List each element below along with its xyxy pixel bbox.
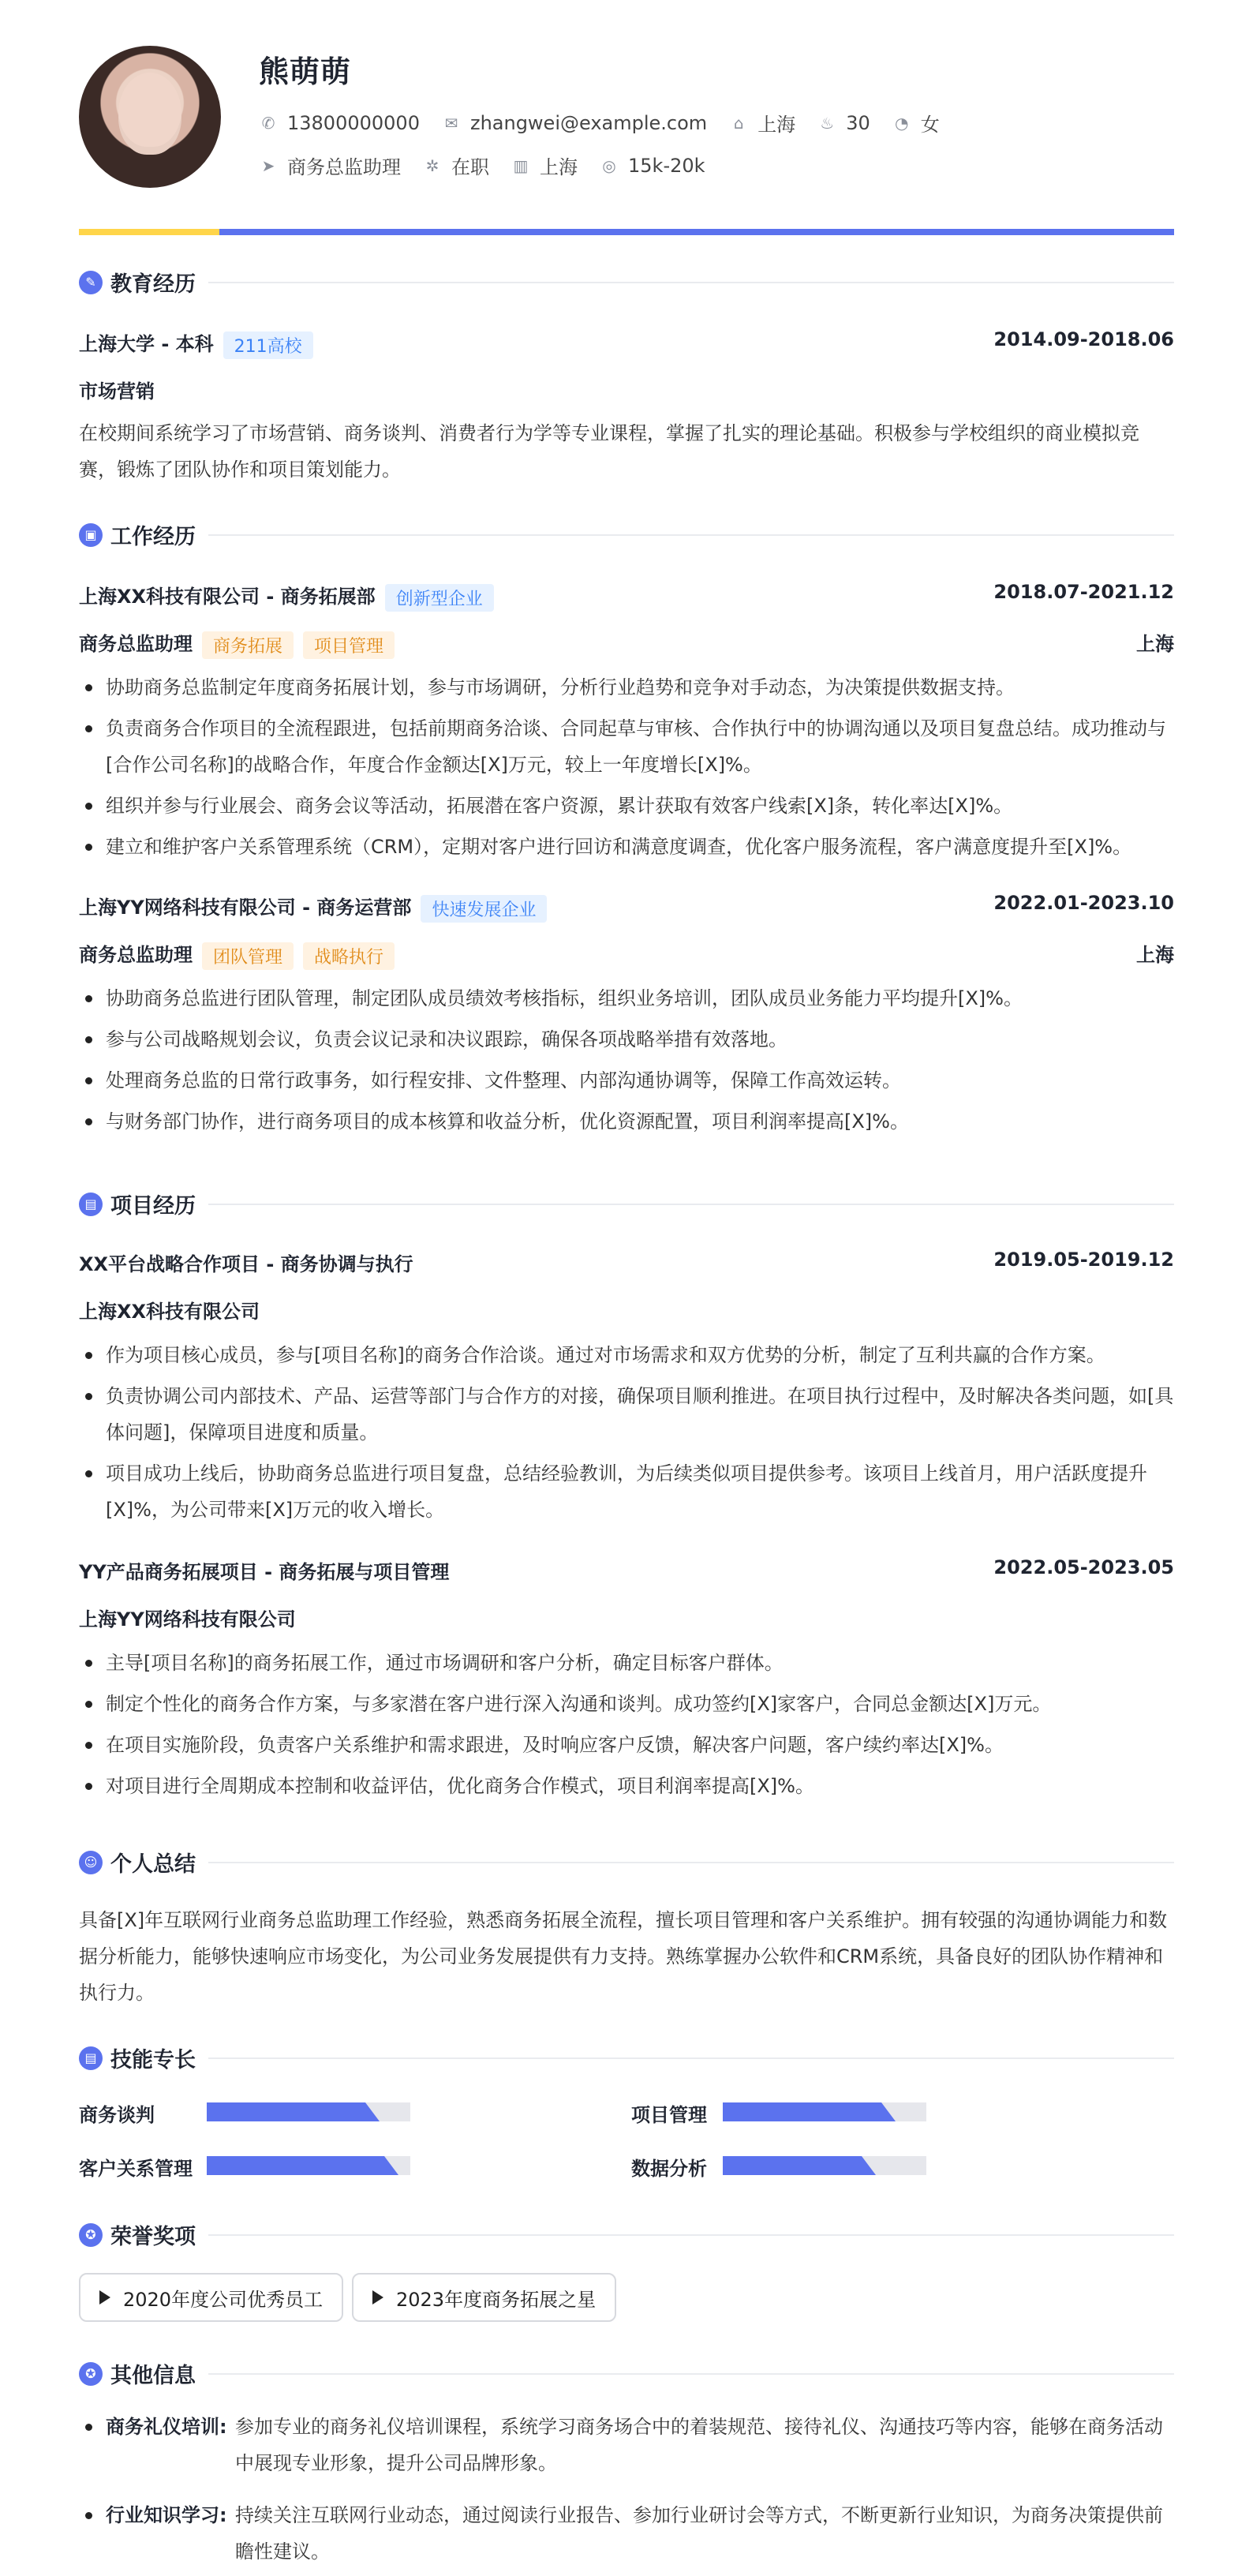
skill-bar [723,2156,926,2175]
avatar [79,46,221,188]
work-2-role: 商务总监助理 团队管理 战略执行 上海 [79,939,1174,970]
project-2-header: YY产品商务拓展项目 - 商务拓展与项目管理 2022.05-2023.05 [79,1556,1174,1583]
award-icon: ✪ [79,2223,103,2247]
work-2-header: 上海YY网络科技有限公司 - 商务运营部 快速发展企业 2022.01-2023.10 [79,892,1174,923]
section-project: ▤ 项目经历 [79,1189,1174,1219]
other-item-1: 商务礼仪培训: 参加专业的商务礼仪培训课程，系统学习商务场合中的着装规范、接待礼仪、沟通技巧等内容，能够在商务活动中展现专业形象，提升公司品牌形象。 [79,2409,1174,2481]
skill-label: 数据分析 [631,2158,707,2180]
section-awards: ✪ 荣誉奖项 [79,2219,1174,2250]
project-1-company: 上海XX科技有限公司 [79,1301,260,1323]
skill-bar-fill [723,2102,896,2121]
list-item: 项目成功上线后，协助商务总监进行项目复盘，总结经验教训，为后续类似项目提供参考。该项目上线首月，用户活跃度提升[X]%，为公司带来[X]万元的收入增长。 [79,1455,1174,1528]
work-1-role: 商务总监助理 商务拓展 项目管理 上海 [79,628,1174,659]
cake-icon: ♨ [820,113,835,133]
list-item: 与财务部门协作，进行商务项目的成本核算和收益分析，优化资源配置，项目利润率提高[X]%。 [79,1103,1174,1140]
position-item: ➤ 商务总监助理 [259,152,401,179]
chart-icon: ▤ [79,1193,103,1216]
list-item: 建立和维护客户关系管理系统（CRM），定期对客户进行回访和满意度调查，优化客户服务流程，客户满意度提升至[X]%。 [79,829,1174,865]
project-2-bullets [79,1645,1174,1809]
skill-bar-fill [723,2156,876,2175]
skill-bar [723,2102,926,2121]
project-2-company: 上海YY网络科技有限公司 [79,1608,296,1631]
resume-header [79,46,1174,188]
graduation-cap-icon: ✎ [79,271,103,294]
chart-icon: ▤ [79,2046,103,2070]
section-work: ▣ 工作经历 [79,519,1174,550]
list-item: 作为项目核心成员，参与[项目名称]的商务合作洽谈。通过对市场需求和双方优势的分析，制定了互利共赢的合作方案。 [79,1337,1174,1373]
email-item: ✉ zhangwei@example.com [442,112,707,134]
header-divider [79,229,1174,235]
work-2-bullets [79,980,1174,1144]
education-desc: 在校期间系统学习了市场营销、商务谈判、消费者行为学等专业课程，掌握了扎实的理论基础。积极参与学校组织的商业模拟竞赛，锻炼了团队协作和项目策划能力。 [79,422,1139,481]
work-1-bullets [79,669,1174,870]
award-item: 2023年度商务拓展之星 [352,2273,616,2322]
skill-bar-fill [207,2156,398,2175]
section-skills: ▤ 技能专长 [79,2042,1174,2073]
gender-icon: ◔ [895,113,909,133]
summary-text: 具备[X]年互联网行业商务总监助理工作经验，熟悉商务拓展全流程，擅长项目管理和客户关系维护。拥有较强的沟通协调能力和数据分析能力，能够快速响应市场变化，为公司业务发展提供有力支持。熟练掌握办公软件和CRM系统，具备良好的团队协作精神和执行力。 [79,1909,1168,2004]
section-education: ✎ 教育经历 [79,267,1174,298]
triangle-icon [99,2290,110,2305]
skill-bar-fill [207,2102,380,2121]
award-item: 2020年度公司优秀员工 [79,2273,343,2322]
list-item: 协助商务总监进行团队管理，制定团队成员绩效考核指标，组织业务培训，团队成员业务能力平均提升[X]%。 [79,980,1174,1017]
section-other: ✪ 其他信息 [79,2358,1174,2389]
triangle-icon [372,2290,383,2305]
list-item: 在项目实施阶段，负责客户关系维护和需求跟进，及时响应客户反馈，解决客户问题，客户续约率达[X]%。 [79,1727,1174,1763]
list-item: 主导[项目名称]的商务拓展工作，通过市场调研和客户分析，确定目标客户群体。 [79,1645,1174,1681]
job-row [259,152,727,179]
school-tag: 211高校 [223,331,313,359]
contact-row [259,109,962,137]
work-1-header: 上海XX科技有限公司 - 商务拓展部 创新型企业 2018.07-2021.12 [79,581,1174,612]
list-item: 制定个性化的商务合作方案，与多家潜在客户进行深入沟通和谈判。成功签约[X]家客户，合同总金额达[X]万元。 [79,1686,1174,1722]
skill-bar [207,2102,410,2121]
award-icon: ✪ [79,2362,103,2386]
mail-icon: ✉ [444,113,458,133]
list-item: 组织并参与行业展会、商务会议等活动，拓展潜在客户资源，累计获取有效客户线索[X]条，转化率达[X]%。 [79,788,1174,824]
list-item: 处理商务总监的日常行政事务，如行程安排、文件整理、内部沟通协调等，保障工作高效运转。 [79,1062,1174,1099]
city-item: ⌂ 上海 [729,109,795,137]
education-header: 上海大学 - 本科 211高校 2014.09-2018.06 [79,328,1174,359]
list-item: 协助商务总监制定年度商务拓展计划，参与市场调研，分析行业趋势和竞争对手动态，为决策提供数据支持。 [79,669,1174,706]
status-icon: ✲ [425,155,439,175]
skill-label: 项目管理 [631,2104,707,2126]
salary-item: ◎ 15k-20k [600,155,705,177]
phone-item: ✆ 13800000000 [259,112,420,134]
project-1-header: XX平台战略合作项目 - 商务协调与执行 2019.05-2019.12 [79,1249,1174,1275]
home-icon: ⌂ [733,113,744,133]
skill-label: 商务谈判 [79,2104,155,2126]
project-1-bullets [79,1337,1174,1533]
user-icon: ☺ [79,1851,103,1874]
skill-label: 客户关系管理 [79,2158,193,2180]
list-item: 参与公司战略规划会议，负责会议记录和决议跟踪，确保各项战略举措有效落地。 [79,1021,1174,1058]
send-icon: ➤ [261,155,275,175]
section-summary: ☺ 个人总结 [79,1847,1174,1878]
other-item-2: 行业知识学习: 持续关注互联网行业动态，通过阅读行业报告、参加行业研讨会等方式，不断更新行业知识，为商务决策提供前瞻性建议。 [79,2497,1174,2570]
gender-item: ◔ 女 [892,109,940,137]
coin-icon: ◎ [602,155,616,175]
list-item: 负责协调公司内部技术、产品、运营等部门与合作方的对接，确保项目顺利推进。在项目执行过程中，及时解决各类问题，如[具体问题]，保障项目进度和质量。 [79,1378,1174,1451]
phone-icon: ✆ [261,113,275,133]
briefcase-icon: ▣ [79,523,103,547]
skill-bar [207,2156,410,2175]
status-item: ✲ 在职 [423,152,489,179]
work-city-item: ▥ 上海 [511,152,578,179]
building-icon: ▥ [513,155,529,175]
list-item: 对项目进行全周期成本控制和收益评估，优化商务合作模式，项目利润率提高[X]%。 [79,1768,1174,1804]
education-major: 市场营销 [79,380,155,402]
candidate-name: 熊萌萌 [259,54,352,89]
age-item: ♨ 30 [817,112,870,134]
list-item: 负责商务合作项目的全流程跟进，包括前期商务洽谈、合同起草与审核、合作执行中的协调沟通以及项目复盘总结。成功推动与[合作公司名称]的战略合作，年度合作金额达[X]万元，较上一年度增长[X]%。 [79,710,1174,783]
